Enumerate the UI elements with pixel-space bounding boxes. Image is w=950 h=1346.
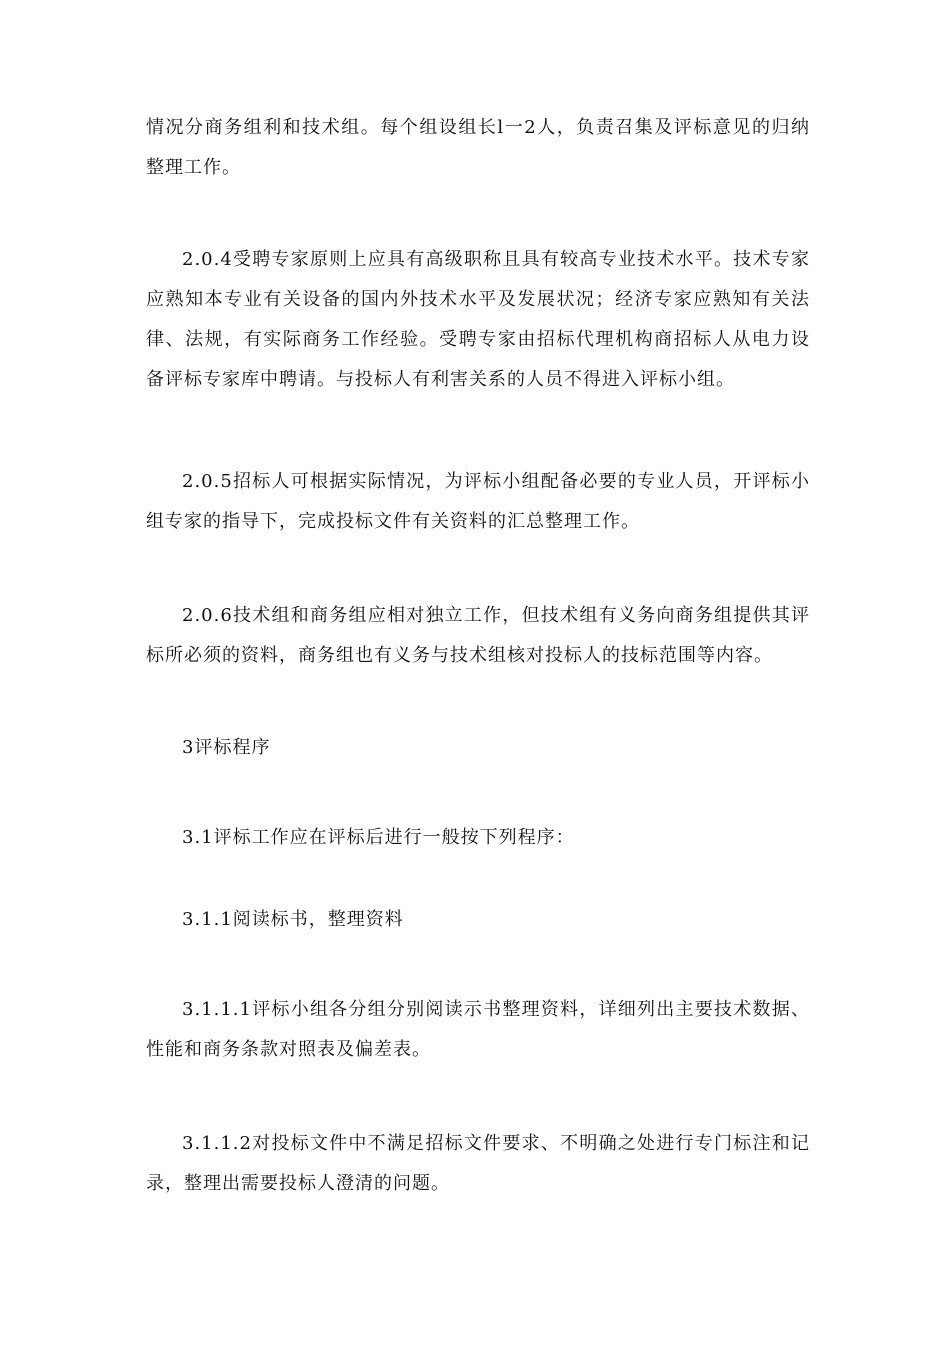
paragraph-2-0-5: 2.0.5招标人可根据实际情况，为评标小组配备必要的专业人员，开评标小组专家的指导下，完成投标文件有关资料的汇总整理工作。 xyxy=(146,471,810,532)
paragraph-3-1: 3.1评标工作应在评标后进行一般按下列程序： xyxy=(182,827,575,848)
section-heading-3: 3评标程序 xyxy=(182,737,271,758)
paragraph-3-1-1-1: 3.1.1.1评标小组各分组分别阅读示书整理资料，详细列出主要技术数据、性能和商务条款对照表及偏差表。 xyxy=(146,999,810,1060)
paragraph-2-0-4: 2.0.4受聘专家原则上应具有高级职称且具有较高专业技术水平。技术专家应熟知本专业有关设备的国内外技术水平及发展状况；经济专家应熟知有关法律、法规，有实际商务工作经验。受聘专家由招标代理机构商招标人从电力设备评标专家库中聘请。与投标人有利害关系的人员不得进入评标小组。 xyxy=(146,249,810,390)
paragraph-3-1-1: 3.1.1阅读标书，整理资料 xyxy=(182,909,404,930)
paragraph-3-1-1-2: 3.1.1.2对投标文件中不满足招标文件要求、不明确之处进行专门标注和记录，整理出需要投标人澄清的问题。 xyxy=(146,1133,810,1194)
paragraph-2-0-6: 2.0.6技术组和商务组应相对独立工作，但技术组有义务向商务组提供其评标所必须的资料，商务组也有义务与技术组核对投标人的技标范围等内容。 xyxy=(146,605,810,666)
paragraph-group-intro: 情况分商务组利和技术组。每个组设组长l一2人，负责召集及评标意见的归纳整理工作。 xyxy=(146,117,810,178)
